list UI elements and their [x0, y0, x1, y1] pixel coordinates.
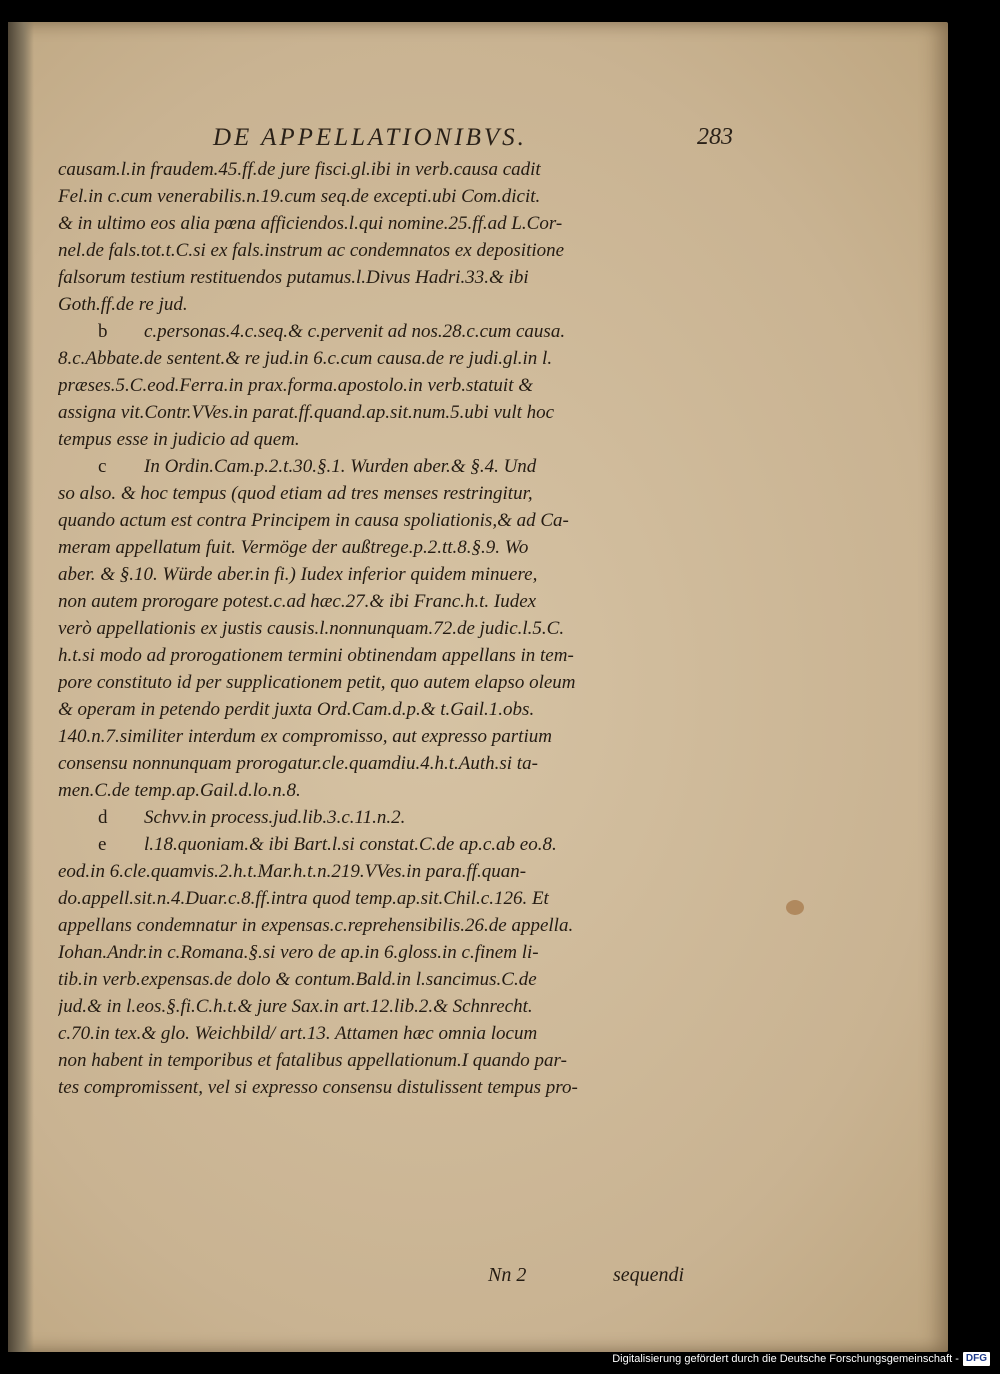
- line-text: so also. & hoc tempus (quod etiam ad tres menses restringitur,: [58, 483, 533, 504]
- line-text: verò appellationis ex justis causis.l.nonnunquam.72.de judic.l.5.C.: [58, 618, 565, 639]
- line-text: consensu nonnunquam prorogatur.cle.quamdiu.4.h.t.Auth.si ta-: [58, 753, 538, 774]
- funding-text: Digitalisierung gefördert durch die Deutsche Forschungsgemeinschaft -: [612, 1353, 959, 1365]
- book-page: [8, 22, 948, 1352]
- signature-mark: Nn 2: [488, 1264, 527, 1286]
- line-text: præses.5.C.eod.Ferra.in prax.forma.apostolo.in verb.statuit &: [58, 375, 533, 396]
- text-line: [58, 156, 770, 183]
- line-text: Fel.in c.cum venerabilis.n.19.cum seq.de excepti.ubi Com.dicit.: [58, 186, 541, 207]
- line-text: aber. & §.10. Würde aber.in fi.) Iudex inferior quidem minuere,: [58, 564, 538, 585]
- text-line: [58, 318, 770, 345]
- text-line: [58, 1047, 770, 1074]
- line-text: quando actum est contra Principem in causa spoliationis,& ad Ca-: [58, 510, 569, 531]
- page-spine-shadow: [8, 22, 34, 1352]
- line-text: tib.in verb.expensas.de dolo & contum.Bald.in l.sancimus.C.de: [58, 969, 537, 990]
- text-line: [58, 183, 770, 210]
- line-text: In Ordin.Cam.p.2.t.30.§.1. Wurden aber.& §.4. Und: [144, 456, 537, 477]
- text-line: [58, 615, 770, 642]
- footnote-letter: c: [98, 456, 107, 477]
- text-line: [58, 291, 770, 318]
- line-text: pore constituto id per supplicationem petit, quo autem elapso oleum: [58, 672, 576, 693]
- text-line: [58, 399, 770, 426]
- line-text: appellans condemnatur in expensas.c.reprehensibilis.26.de appella.: [58, 915, 574, 936]
- line-text: jud.& in l.eos.§.fi.C.h.t.& jure Sax.in art.12.lib.2.& Schnrecht.: [58, 996, 533, 1017]
- text-line: [58, 372, 770, 399]
- text-line: [58, 210, 770, 237]
- line-text: non autem prorogare potest.c.ad hæc.27.& ibi Franc.h.t. Iudex: [58, 591, 537, 612]
- text-line: [58, 1020, 770, 1047]
- line-text: meram appellatum fuit. Vermöge der außtrege.p.2.tt.8.§.9. Wo: [58, 537, 529, 558]
- text-lines: [58, 156, 770, 1101]
- dfg-logo: DFG: [963, 1352, 990, 1366]
- line-text: assigna vit.Contr.VVes.in parat.ff.quand.ap.sit.num.5.ubi vult hoc: [58, 402, 555, 423]
- running-head: [213, 124, 733, 158]
- line-text: nel.de fals.tot.t.C.si ex fals.instrum ac condemnatos ex depositione: [58, 240, 565, 261]
- text-line: [58, 831, 770, 858]
- line-text: non habent in temporibus et fatalibus appellationum.I quando par-: [58, 1050, 567, 1071]
- line-text: Iohan.Andr.in c.Romana.§.si vero de ap.in 6.gloss.in c.finem li-: [58, 942, 539, 963]
- footnote-letter: b: [98, 321, 108, 342]
- text-line: [58, 966, 770, 993]
- line-text: tempus esse in judicio ad quem.: [58, 429, 300, 450]
- text-line: [58, 750, 770, 777]
- line-text: 8.c.Abbate.de sentent.& re jud.in 6.c.cum causa.de re judi.gl.in l.: [58, 348, 553, 369]
- text-line: [58, 264, 770, 291]
- page-number: 283: [697, 124, 733, 150]
- text-line: [58, 939, 770, 966]
- line-text: 140.n.7.similiter interdum ex compromisso, aut expresso partium: [58, 726, 552, 747]
- text-line: [58, 426, 770, 453]
- text-line: [58, 696, 770, 723]
- text-line: [58, 858, 770, 885]
- line-text: causam.l.in fraudem.45.ff.de jure fisci.gl.ibi in verb.causa cadit: [58, 159, 541, 180]
- text-line: [58, 723, 770, 750]
- footnote-letter: d: [98, 807, 108, 828]
- line-text: c.personas.4.c.seq.& c.pervenit ad nos.28.c.cum causa.: [144, 321, 566, 342]
- line-text: & operam in petendo perdit juxta Ord.Cam.d.p.& t.Gail.1.obs.: [58, 699, 535, 720]
- page-footer: [58, 1264, 770, 1294]
- text-line: [58, 993, 770, 1020]
- text-line: [58, 588, 770, 615]
- running-title: DE APPELLATIONIBVS.: [213, 124, 527, 151]
- text-line: [58, 642, 770, 669]
- text-line: [58, 885, 770, 912]
- text-line: [58, 480, 770, 507]
- funding-note: [612, 1352, 990, 1366]
- text-line: [58, 534, 770, 561]
- text-line: [58, 669, 770, 696]
- paper-stain: [786, 900, 804, 915]
- catchword: sequendi: [613, 1264, 685, 1286]
- line-text: l.18.quoniam.& ibi Bart.l.si constat.C.de ap.c.ab eo.8.: [144, 834, 557, 855]
- text-line: [58, 507, 770, 534]
- line-text: Schvv.in process.jud.lib.3.c.11.n.2.: [144, 807, 406, 828]
- text-line: [58, 804, 770, 831]
- line-text: men.C.de temp.ap.Gail.d.lo.n.8.: [58, 780, 301, 801]
- body-text: [58, 156, 770, 1286]
- text-line: [58, 912, 770, 939]
- text-line: [58, 777, 770, 804]
- line-text: Goth.ff.de re jud.: [58, 294, 188, 315]
- line-text: c.70.in tex.& glo. Weichbild/ art.13. Attamen hæc omnia locum: [58, 1023, 538, 1044]
- text-line: [58, 237, 770, 264]
- line-text: falsorum testium restituendos putamus.l.Divus Hadri.33.& ibi: [58, 267, 529, 288]
- text-line: [58, 1074, 770, 1101]
- line-text: h.t.si modo ad prorogationem termini obtinendam appellans in tem-: [58, 645, 574, 666]
- text-line: [58, 345, 770, 372]
- text-line: [58, 561, 770, 588]
- line-text: & in ultimo eos alia pœna afficiendos.l.qui nomine.25.ff.ad L.Cor-: [58, 213, 563, 234]
- text-line: [58, 453, 770, 480]
- line-text: do.appell.sit.n.4.Duar.c.8.ff.intra quod temp.ap.sit.Chil.c.126. Et: [58, 888, 549, 909]
- line-text: tes compromissent, vel si expresso consensu distulissent tempus pro-: [58, 1077, 578, 1098]
- line-text: eod.in 6.cle.quamvis.2.h.t.Mar.h.t.n.219.VVes.in para.ff.quan-: [58, 861, 527, 882]
- footnote-letter: e: [98, 834, 107, 855]
